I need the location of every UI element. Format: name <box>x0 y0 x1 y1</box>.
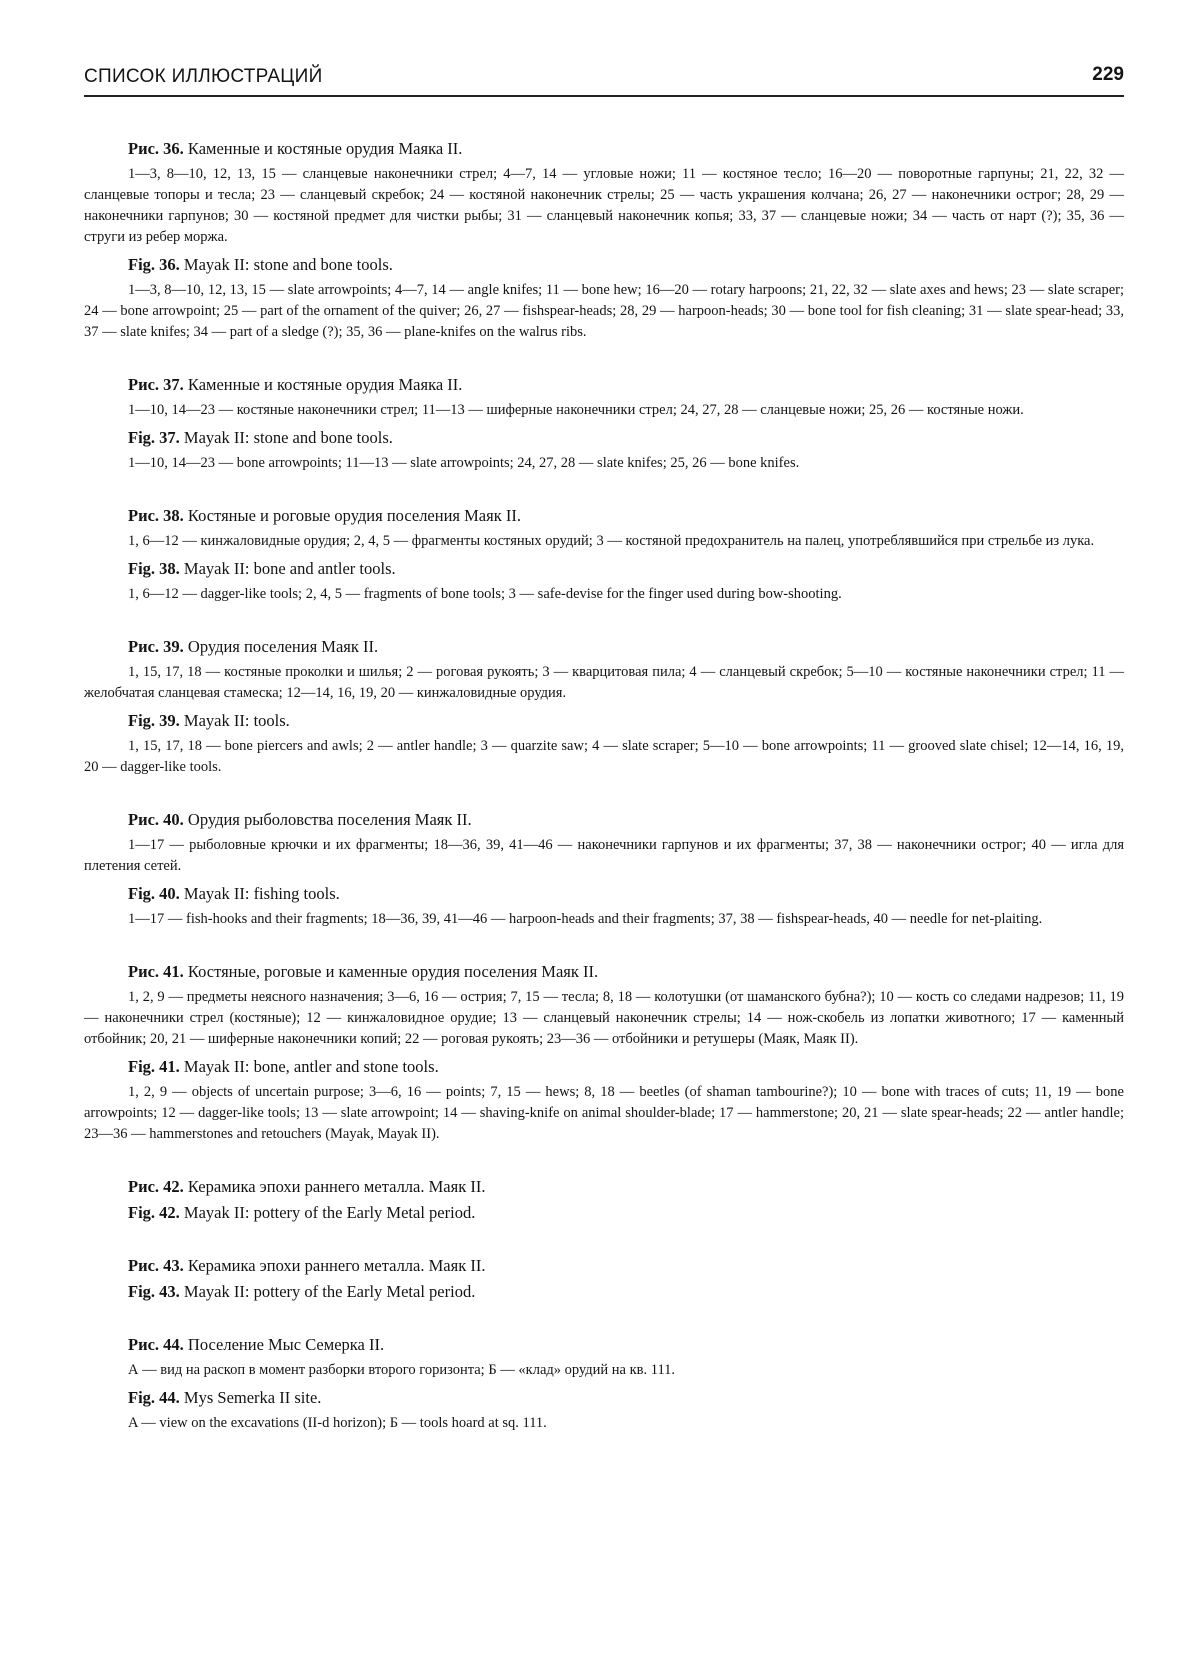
ru-figure-title: Костяные и роговые орудия поселения Маяк II. <box>187 506 521 525</box>
ru-caption-heading <box>128 505 1124 527</box>
en-figure-description: 1—17 — fish-hooks and their fragments; 18—36, 39, 41—46 — harpoon-heads and their fragments; 37, 38 — fishspear-heads, 40 — needle for net-plaiting. <box>128 911 1043 927</box>
en-figure-title: Mayak II: fishing tools. <box>183 884 340 903</box>
en-figure-label: Fig. 41. <box>128 1057 180 1076</box>
ru-figure-description: 1—10, 14—23 — костяные наконечники стрел; 11—13 — шиферные наконечники стрел; 24, 27, 28 — сланцевые ножи; 25, 26 — костяные ножи. <box>128 402 1024 418</box>
en-figure-title: Mayak II: pottery of the Early Metal period. <box>183 1282 476 1301</box>
ru-figure-title: Каменные и костяные орудия Маяка II. <box>187 139 463 158</box>
ru-figure-description: 1—3, 8—10, 12, 13, 15 — сланцевые наконечники стрел; 4—7, 14 — угловые ножи; 11 — костяное тесло; 16—20 — поворотные гарпуны; 21, 22, 32 — сланцевые топоры и тесла; 23 — сланцевый скребок; 24 — костяной наконечник стрелы; 25 — часть украшения колчана; 26, 27 — наконечники острог; 28, 29 — наконечники гарпунов; 30 — костяной предмет для чистки рыбы; 31 — сланцевый наконечник копья; 33, 37 — сланцевые ножи; 34 — часть от нарт (?); 35, 36 — струги из ребер моржа. <box>84 166 1124 245</box>
header-rule <box>84 95 1124 97</box>
en-figure-label: Fig. 39. <box>128 711 180 730</box>
figure-entry-44 <box>84 1334 1124 1434</box>
ru-figure-label: Рис. 42. <box>128 1177 184 1196</box>
en-caption-heading <box>128 710 1124 732</box>
ru-figure-label: Рис. 39. <box>128 637 184 656</box>
ru-figure-description: 1, 15, 17, 18 — костяные проколки и шилья; 2 — роговая рукоять; 3 — кварцитовая пила; 4 — сланцевый скребок; 5—10 — костяные наконечники стрел; 11 — желобчатая сланцевая стамеска; 12—14, 16, 19, 20 — кинжаловидные орудия. <box>84 664 1124 701</box>
ru-figure-title: Орудия рыболовства поселения Маяк II. <box>187 810 472 829</box>
figure-entry-37 <box>84 374 1124 474</box>
ru-figure-title: Керамика эпохи раннего металла. Маяк II. <box>187 1256 486 1275</box>
en-figure-label: Fig. 42. <box>128 1203 180 1222</box>
figure-list <box>84 138 1124 1465</box>
en-caption-heading <box>128 883 1124 905</box>
ru-figure-description: 1, 2, 9 — предметы неясного назначения; 3—6, 16 — острия; 7, 15 — тесла; 8, 18 — колотушки (от шаманского бубна?); 10 — кость со следами надрезов; 11, 19 — наконечники стрел (костяные); 12 — кинжаловидное орудие; 13 — сланцевый наконечник стрелы; 14 — нож-скобель из лопатки животного; 17 — каменный отбойник; 20, 21 — шиферные наконечники копий; 22 — роговая рукоять; 23—36 — отбойники и ретушеры (Маяк, Маяк II). <box>84 989 1124 1047</box>
ru-figure-title: Поселение Мыс Семерка II. <box>187 1335 385 1354</box>
ru-caption-heading <box>128 138 1124 160</box>
page-header <box>84 66 1124 98</box>
ru-figure-label: Рис. 40. <box>128 810 184 829</box>
en-figure-description: 1—10, 14—23 — bone arrowpoints; 11—13 — slate arrowpoints; 24, 27, 28 — slate knifes; 25, 26 — bone knifes. <box>128 455 800 471</box>
en-figure-label: Fig. 44. <box>128 1388 180 1407</box>
figure-entry-36 <box>84 138 1124 343</box>
en-caption-heading <box>128 1056 1124 1078</box>
figure-entry-39 <box>84 636 1124 778</box>
ru-figure-description: 1, 6—12 — кинжаловидные орудия; 2, 4, 5 — фрагменты костяных орудий; 3 — костяной предохранитель на палец, употреблявшийся при стрельбе из лука. <box>128 533 1095 549</box>
en-figure-description: A — view on the excavations (II-d horizon); Б — tools hoard at sq. 111. <box>128 1415 547 1431</box>
en-figure-description: 1, 6—12 — dagger-like tools; 2, 4, 5 — fragments of bone tools; 3 — safe-devise for the finger used during bow-shooting. <box>128 586 842 602</box>
en-figure-title: Mayak II: stone and bone tools. <box>183 428 393 447</box>
ru-caption-heading <box>128 636 1124 658</box>
page-number: 229 <box>1092 64 1124 85</box>
ru-figure-label: Рис. 36. <box>128 139 184 158</box>
ru-caption-heading <box>128 809 1124 831</box>
en-caption-heading <box>128 254 1124 276</box>
figure-entry-40 <box>84 809 1124 930</box>
running-title: СПИСОК ИЛЛЮСТРАЦИЙ <box>84 66 323 87</box>
ru-caption-heading <box>128 961 1124 983</box>
en-figure-description: 1, 2, 9 — objects of uncertain purpose; 3—6, 16 — points; 7, 15 — hews; 8, 18 — beetles (of shaman tambourine?); 10 — bone with traces of cuts; 11, 19 — bone arrowpoints; 12 — dagger-like tools; 13 — slate arrowpoint; 14 — shaving-knife on animal shoulder-blade; 17 — hammerstone; 20, 21 — slate spear-heads; 22 — antler handle; 23—36 — hammerstones and retouchers (Mayak, Mayak II). <box>84 1084 1124 1142</box>
ru-caption-heading <box>128 1176 1124 1198</box>
ru-figure-label: Рис. 41. <box>128 962 184 981</box>
ru-figure-label: Рис. 37. <box>128 375 184 394</box>
en-figure-title: Mayak II: bone and antler tools. <box>183 559 396 578</box>
en-figure-title: Mayak II: pottery of the Early Metal period. <box>183 1203 476 1222</box>
figure-entry-43 <box>84 1255 1124 1303</box>
en-figure-title: Mayak II: stone and bone tools. <box>183 255 393 274</box>
en-figure-label: Fig. 40. <box>128 884 180 903</box>
en-caption-heading <box>128 1281 1124 1303</box>
ru-caption-heading <box>128 1255 1124 1277</box>
en-caption-heading <box>128 1387 1124 1409</box>
en-figure-label: Fig. 43. <box>128 1282 180 1301</box>
en-caption-heading <box>128 558 1124 580</box>
figure-entry-38 <box>84 505 1124 605</box>
figure-entry-42 <box>84 1176 1124 1224</box>
ru-caption-heading <box>128 374 1124 396</box>
ru-figure-description: 1—17 — рыболовные крючки и их фрагменты; 18—36, 39, 41—46 — наконечники гарпунов и их фрагменты; 37, 38 — наконечники острог; 40 — игла для плетения сетей. <box>84 837 1124 874</box>
ru-figure-title: Каменные и костяные орудия Маяка II. <box>187 375 463 394</box>
en-figure-label: Fig. 38. <box>128 559 180 578</box>
ru-figure-label: Рис. 43. <box>128 1256 184 1275</box>
en-figure-title: Mayak II: bone, antler and stone tools. <box>183 1057 439 1076</box>
ru-figure-description: А — вид на раскоп в момент разборки второго горизонта; Б — «клад» орудий на кв. 111. <box>128 1362 676 1378</box>
en-caption-heading <box>128 1202 1124 1224</box>
ru-figure-title: Орудия поселения Маяк II. <box>187 637 379 656</box>
ru-caption-heading <box>128 1334 1124 1356</box>
en-figure-description: 1, 15, 17, 18 — bone piercers and awls; 2 — antler handle; 3 — quarzite saw; 4 — slate scraper; 5—10 — bone arrowpoints; 11 — grooved slate chisel; 12—14, 16, 19, 20 — dagger-like tools. <box>84 738 1124 775</box>
en-caption-heading <box>128 427 1124 449</box>
en-figure-title: Mayak II: tools. <box>183 711 290 730</box>
ru-figure-title: Керамика эпохи раннего металла. Маяк II. <box>187 1177 486 1196</box>
en-figure-description: 1—3, 8—10, 12, 13, 15 — slate arrowpoints; 4—7, 14 — angle knifes; 11 — bone hew; 16—20 — rotary harpoons; 21, 22, 32 — slate axes and hews; 23 — slate scraper; 24 — bone arrowpoint; 25 — part of the ornament of the quiver; 26, 27 — fishspear-heads; 28, 29 — harpoon-heads; 30 — bone tool for fish cleaning; 31 — slate spear-head; 33, 37 — slate knifes; 34 — part of a sledge (?); 35, 36 — plane-knifes on the walrus ribs. <box>84 282 1124 340</box>
figure-entry-41 <box>84 961 1124 1145</box>
ru-figure-label: Рис. 38. <box>128 506 184 525</box>
en-figure-label: Fig. 37. <box>128 428 180 447</box>
ru-figure-title: Костяные, роговые и каменные орудия поселения Маяк II. <box>187 962 599 981</box>
en-figure-label: Fig. 36. <box>128 255 180 274</box>
en-figure-title: Mys Semerka II site. <box>183 1388 322 1407</box>
ru-figure-label: Рис. 44. <box>128 1335 184 1354</box>
